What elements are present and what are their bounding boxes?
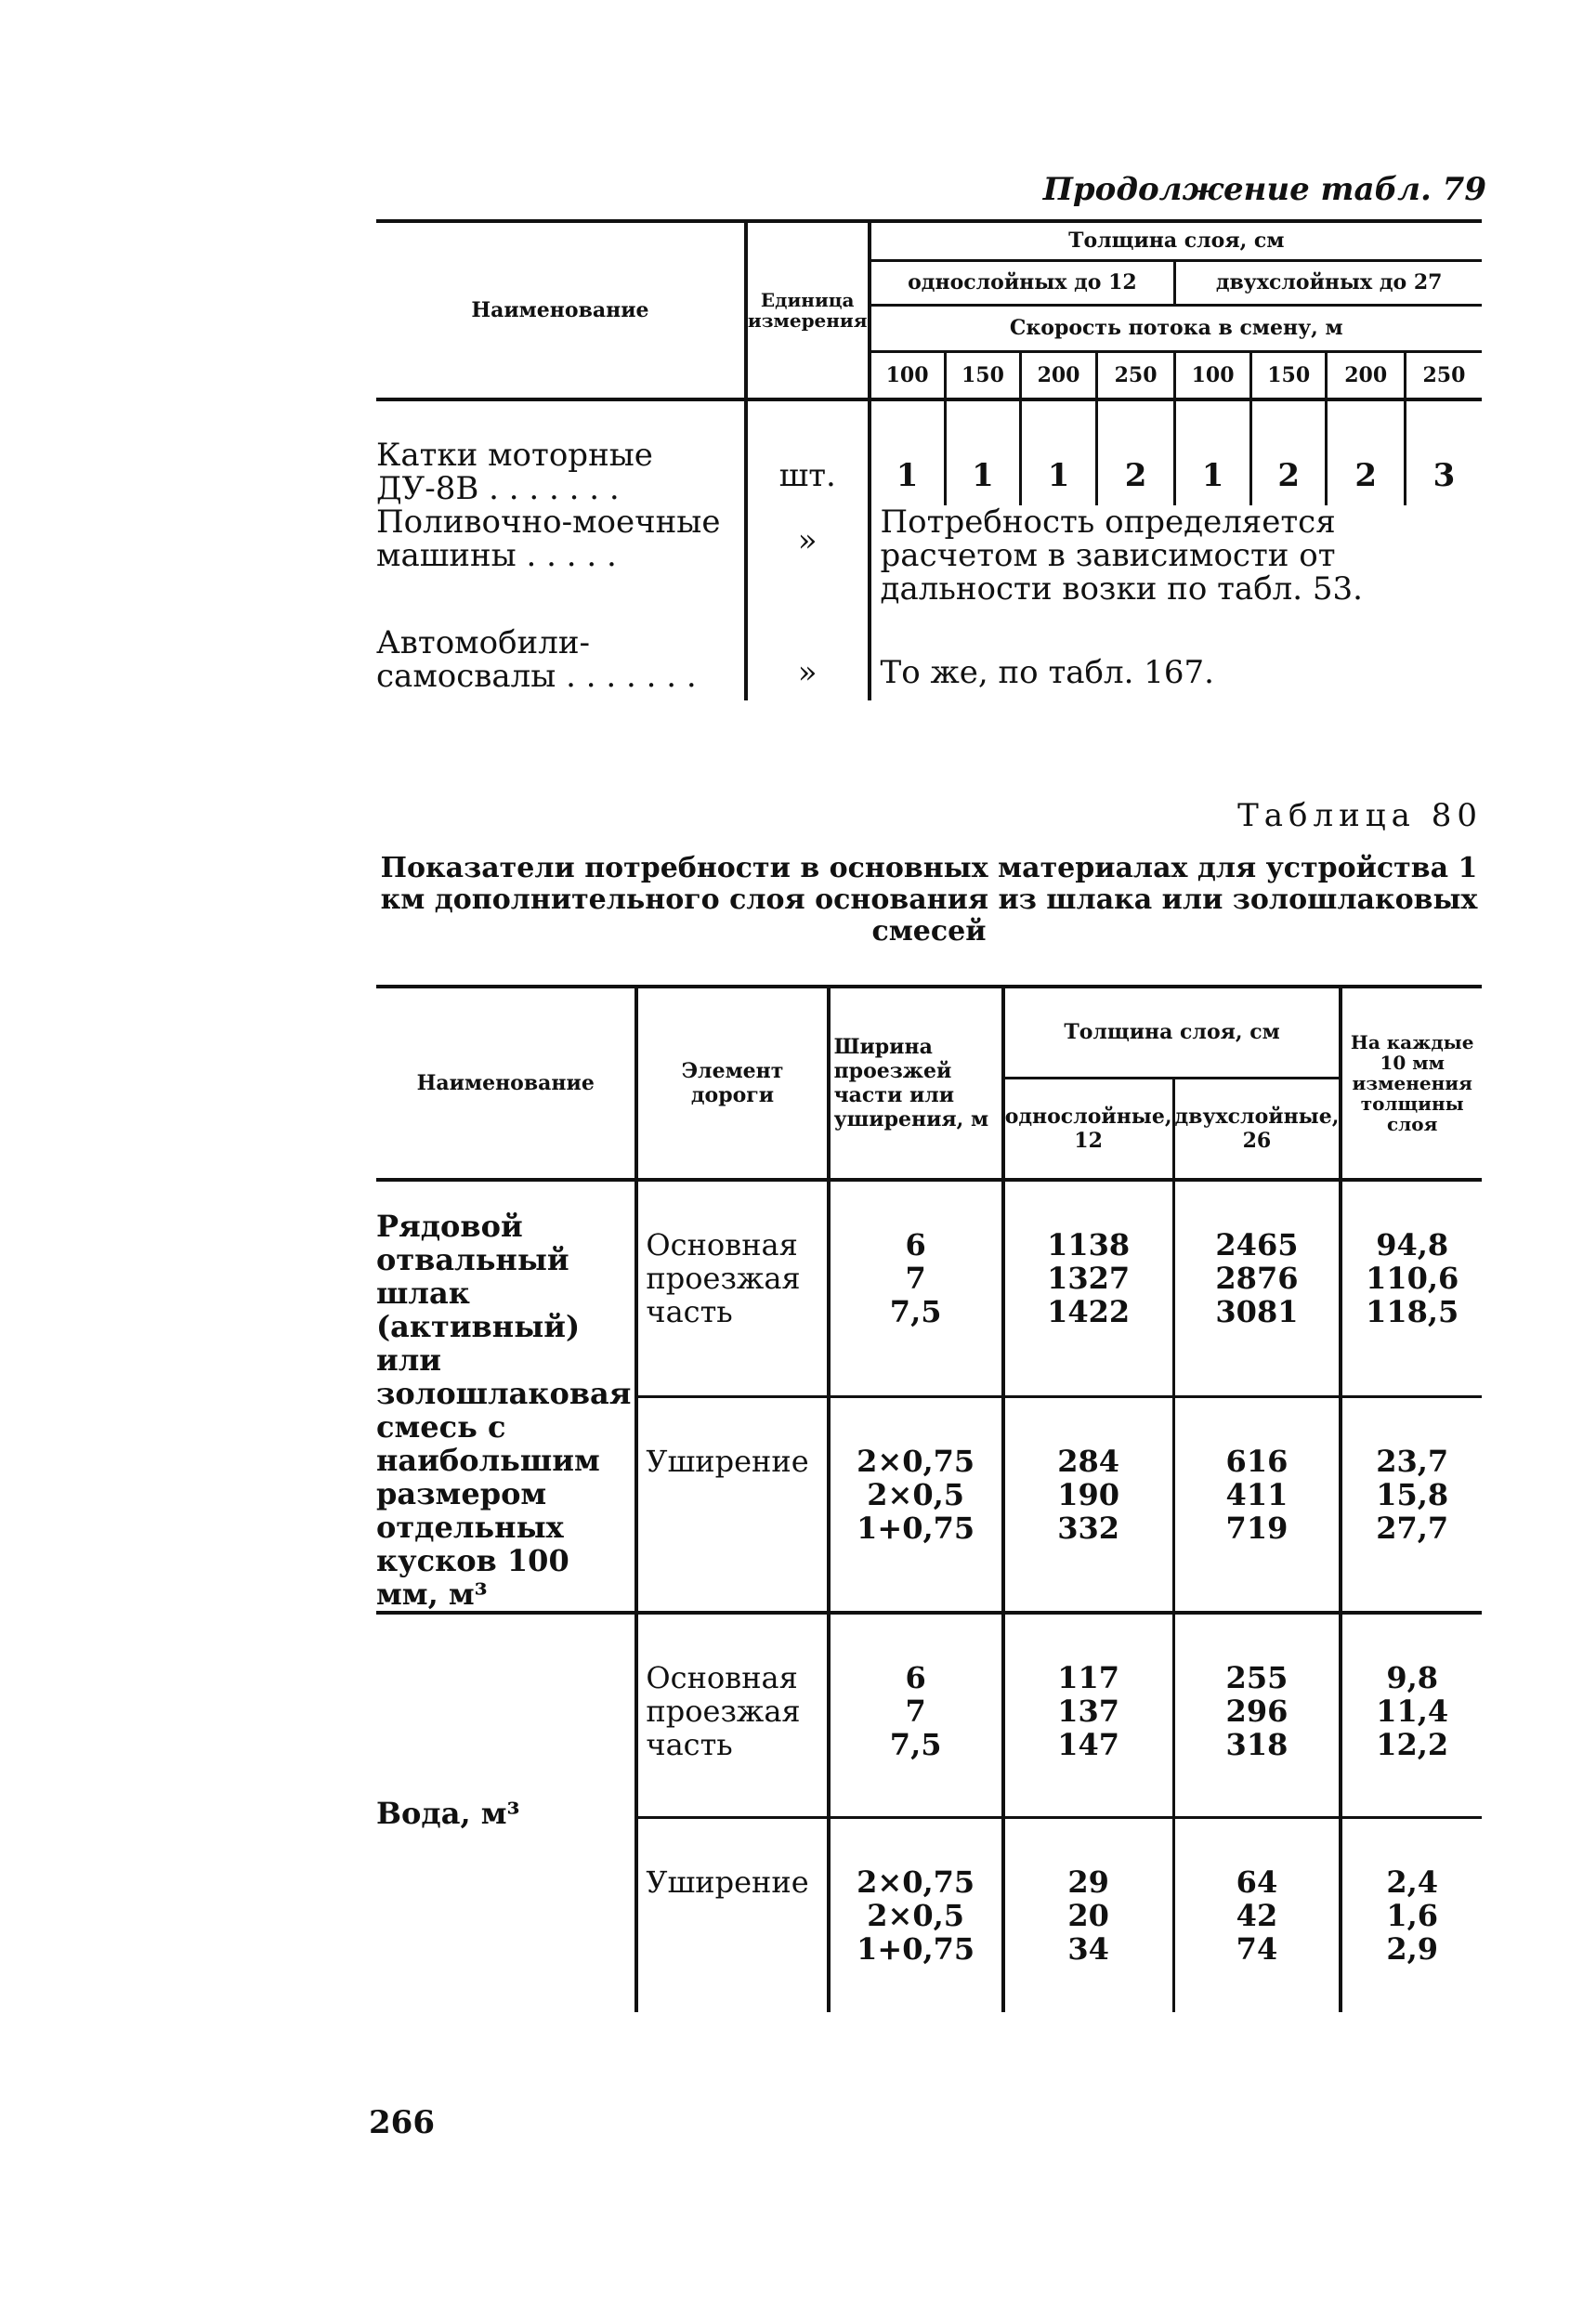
- double-cell: 2465 2876 3081: [1173, 1180, 1341, 1396]
- header-unit: Единица измерения: [746, 221, 870, 399]
- double-cell: 616 411 719: [1173, 1396, 1341, 1613]
- header-single: однослойные, 12: [1003, 1078, 1173, 1180]
- width-cell: 6 7 7,5: [829, 1613, 1003, 1817]
- table-79: [376, 219, 1482, 700]
- per10-cell: 94,8 110,6 118,5: [1341, 1180, 1482, 1396]
- value-cell: 1: [1021, 399, 1097, 505]
- table-80-label: Таблица 80: [1237, 797, 1483, 834]
- speed-cell: 100: [1175, 351, 1251, 399]
- header-double: двухслойные, 26: [1173, 1078, 1341, 1180]
- value-cell: 1: [1175, 399, 1251, 505]
- header-width: Ширина проезжей части или уширения, м: [829, 987, 1003, 1180]
- value-cell: 3: [1405, 399, 1482, 505]
- row-unit: »: [746, 626, 870, 700]
- value-cell: 2: [1250, 399, 1327, 505]
- value-cell: 1: [870, 399, 946, 505]
- single-cell: 284 190 332: [1003, 1396, 1173, 1613]
- speed-cell: 200: [1021, 351, 1097, 399]
- row-unit: »: [746, 505, 870, 626]
- group-name: Рядовой отвальный шлак (активный) или золошлаковая смесь с наибольшим размером отдельных кусков 100 мм, м³: [376, 1180, 636, 1613]
- group-name: Вода, м³: [376, 1796, 520, 1831]
- speed-cell: 150: [1250, 351, 1327, 399]
- speed-cell: 100: [870, 351, 946, 399]
- speed-cell: 150: [945, 351, 1021, 399]
- per10-cell: 2,4 1,6 2,9: [1341, 1817, 1482, 2012]
- row-name: Поливочно-моечные машины . . . . .: [376, 504, 721, 574]
- double-cell: 64 42 74: [1173, 1817, 1341, 2012]
- table-row: [376, 1613, 1482, 1817]
- row-name: Автомобили-самосвалы . . . . . . .: [376, 624, 697, 695]
- table-row: [376, 626, 1482, 700]
- per10-cell: 9,8 11,4 12,2: [1341, 1613, 1482, 1817]
- value-cell: 2: [1096, 399, 1174, 505]
- width-cell: 6 7 7,5: [829, 1180, 1003, 1396]
- table-80-title: Показатели потребности в основных материалах для устройства 1 км дополнительного слоя основания из шлака или золошлаковых смесей: [380, 852, 1478, 948]
- page-number: 266: [369, 2104, 435, 2141]
- header-per10: На каждые 10 мм изменения толщины слоя: [1341, 987, 1482, 1180]
- speed-cell: 250: [1405, 351, 1482, 399]
- table-row: [376, 1180, 1482, 1396]
- header-single-layer: однослойных до 12: [870, 260, 1175, 305]
- width-cell: 2×0,75 2×0,5 1+0,75: [829, 1817, 1003, 2012]
- header-thickness: Толщина слоя, см: [870, 221, 1482, 260]
- speed-cell: 200: [1327, 351, 1405, 399]
- row-unit: шт.: [746, 399, 870, 505]
- row-note: Потребность определяется расчетом в зависимости от дальности возки по табл. 53.: [870, 505, 1482, 626]
- continuation-caption: Продолжение табл. 79: [1042, 171, 1486, 208]
- row-note: То же, по табл. 167.: [870, 626, 1482, 700]
- header-name: Наименование: [376, 987, 636, 1180]
- header-name: Наименование: [376, 221, 746, 399]
- table-row: [376, 399, 1482, 505]
- single-cell: 117 137 147: [1003, 1613, 1173, 1817]
- table-80: [376, 985, 1482, 2012]
- value-cell: 1: [945, 399, 1021, 505]
- row-element: Уширение: [636, 1396, 828, 1613]
- width-cell: 2×0,75 2×0,5 1+0,75: [829, 1396, 1003, 1613]
- single-cell: 29 20 34: [1003, 1817, 1173, 2012]
- single-cell: 1138 1327 1422: [1003, 1180, 1173, 1396]
- row-name: Катки моторные ДУ-8В . . . . . . .: [376, 437, 653, 507]
- header-speed: Скорость потока в смену, м: [870, 305, 1482, 351]
- value-cell: 2: [1327, 399, 1405, 505]
- header-double-layer: двухслойных до 27: [1175, 260, 1482, 305]
- row-element: Основная проезжая часть: [636, 1613, 828, 1817]
- row-element: Основная проезжая часть: [636, 1180, 828, 1396]
- row-element: Уширение: [636, 1817, 828, 2012]
- speed-cell: 250: [1096, 351, 1174, 399]
- table-row: [376, 505, 1482, 626]
- header-element: Элемент дороги: [636, 987, 828, 1180]
- header-thickness: Толщина слоя, см: [1003, 987, 1341, 1078]
- per10-cell: 23,7 15,8 27,7: [1341, 1396, 1482, 1613]
- double-cell: 255 296 318: [1173, 1613, 1341, 1817]
